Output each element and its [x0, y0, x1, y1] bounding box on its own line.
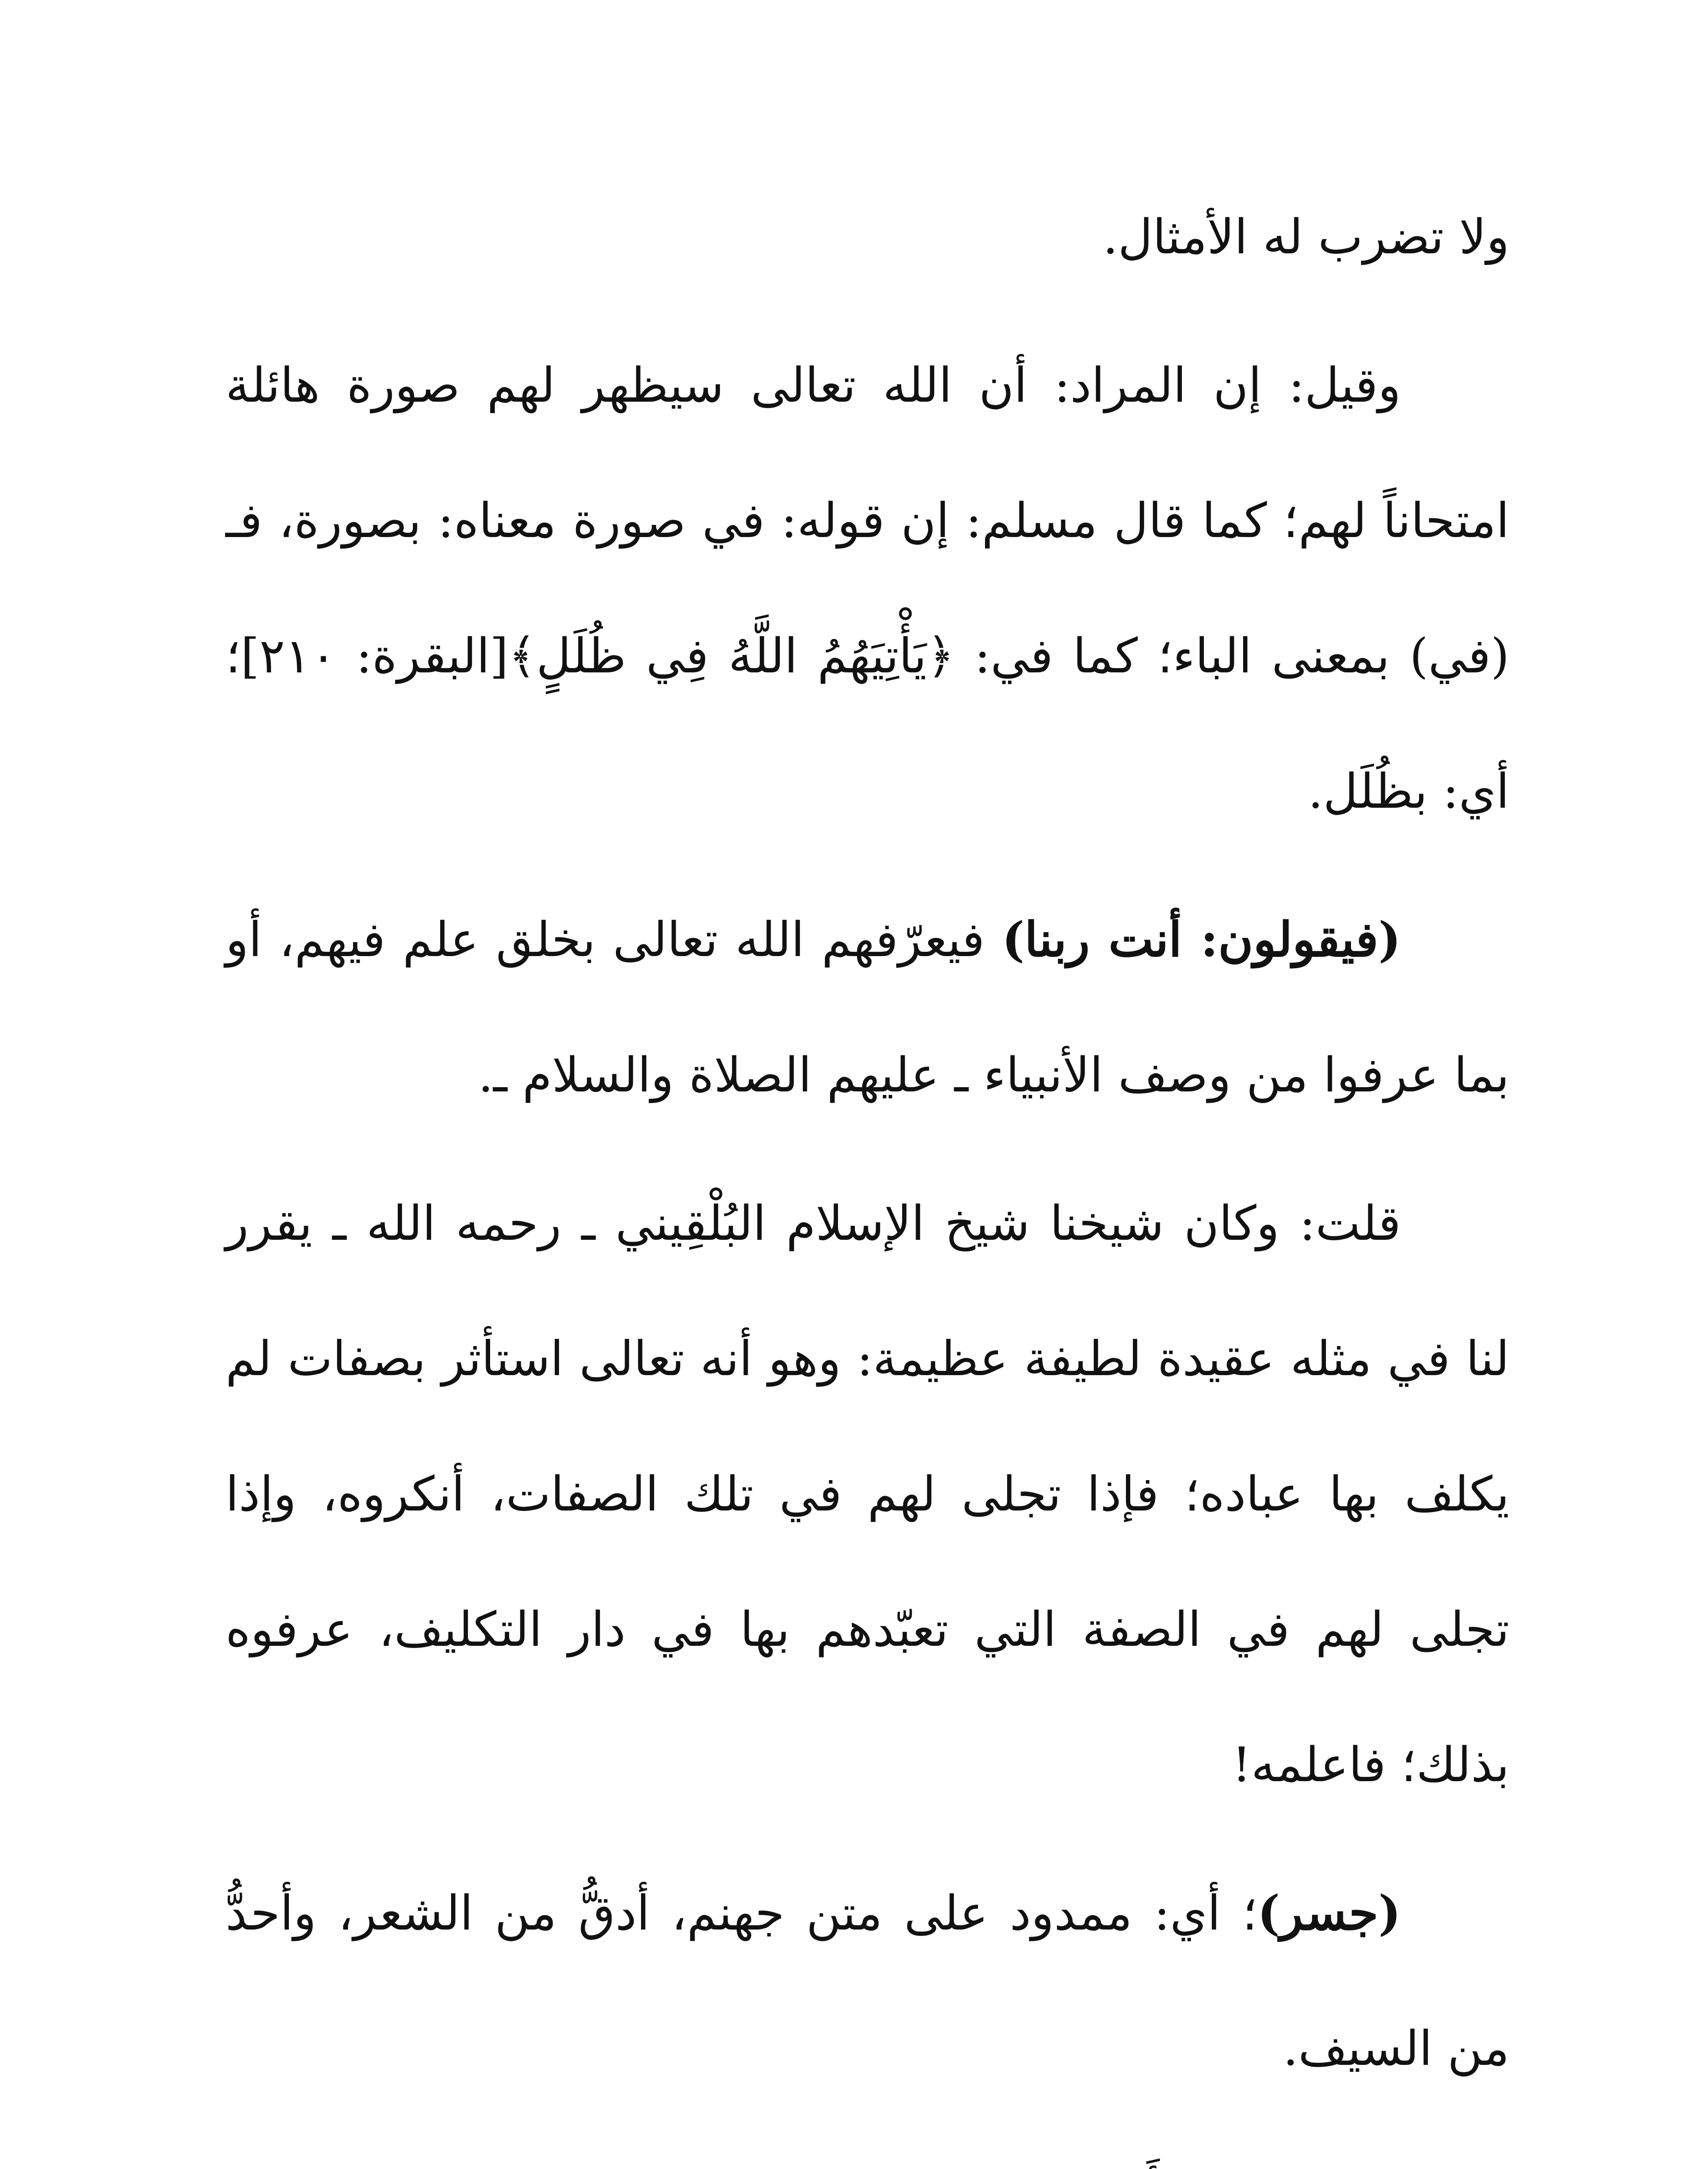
paragraph-text: ؛ أي: ممدود على متن جهنم، أدقُّ من الشعر، وأحدُّ من السيف.	[226, 1885, 1509, 2076]
paragraph-lead: (فيقولون: أنت ربنا)	[1002, 911, 1401, 967]
paragraph	[226, 872, 1509, 1143]
paragraph-text: ولا تضرب له الأمثال.	[1103, 209, 1509, 265]
paragraph	[226, 1845, 1509, 2116]
paragraph	[226, 318, 1509, 859]
paragraph-text: فيعرّفهم الله تعالى بخلق علم فيهم، أو بما عرفوا من وصف الأنبياء ـ عليهم الصلاة والسلام ـ.	[226, 912, 1509, 1103]
paragraph	[226, 1156, 1509, 1832]
paragraph-text: وقيل: إن المراد: أن الله تعالى سيظهر لهم صورة هائلة امتحاناً لهم؛ كما قال مسلم: إن قوله: في صورة معناه: بصورة، فـ (في) بمعنى الباء؛ كما في: ﴿يَأْتِيَهُمُ اللَّهُ فِي ظُلَلٍ﴾[البقرة: ٢١٠]؛ أي: بظُلَل.	[226, 357, 1509, 819]
paragraph-lead: (جسر)	[1257, 1885, 1401, 1941]
paragraph	[226, 2129, 1509, 2169]
paragraph	[226, 169, 1509, 305]
body-text	[226, 169, 1509, 2169]
paragraph-text: قلت: وكان شيخنا شيخ الإسلام البُلْقِيني ـ رحمه الله ـ يقرر لنا في مثله عقيدة لطيفة عظيمة: وهو أنه تعالى استأثر بصفات لم يكلف بها عباده؛ فإذا تجلى لهم في تلك الصفات، أنكروه، وإذا تجلى لهم في الصفة التي تعبّدهم بها في دار التكليف، عرفوه بذلك؛ فاعلمه!	[226, 1196, 1509, 1792]
